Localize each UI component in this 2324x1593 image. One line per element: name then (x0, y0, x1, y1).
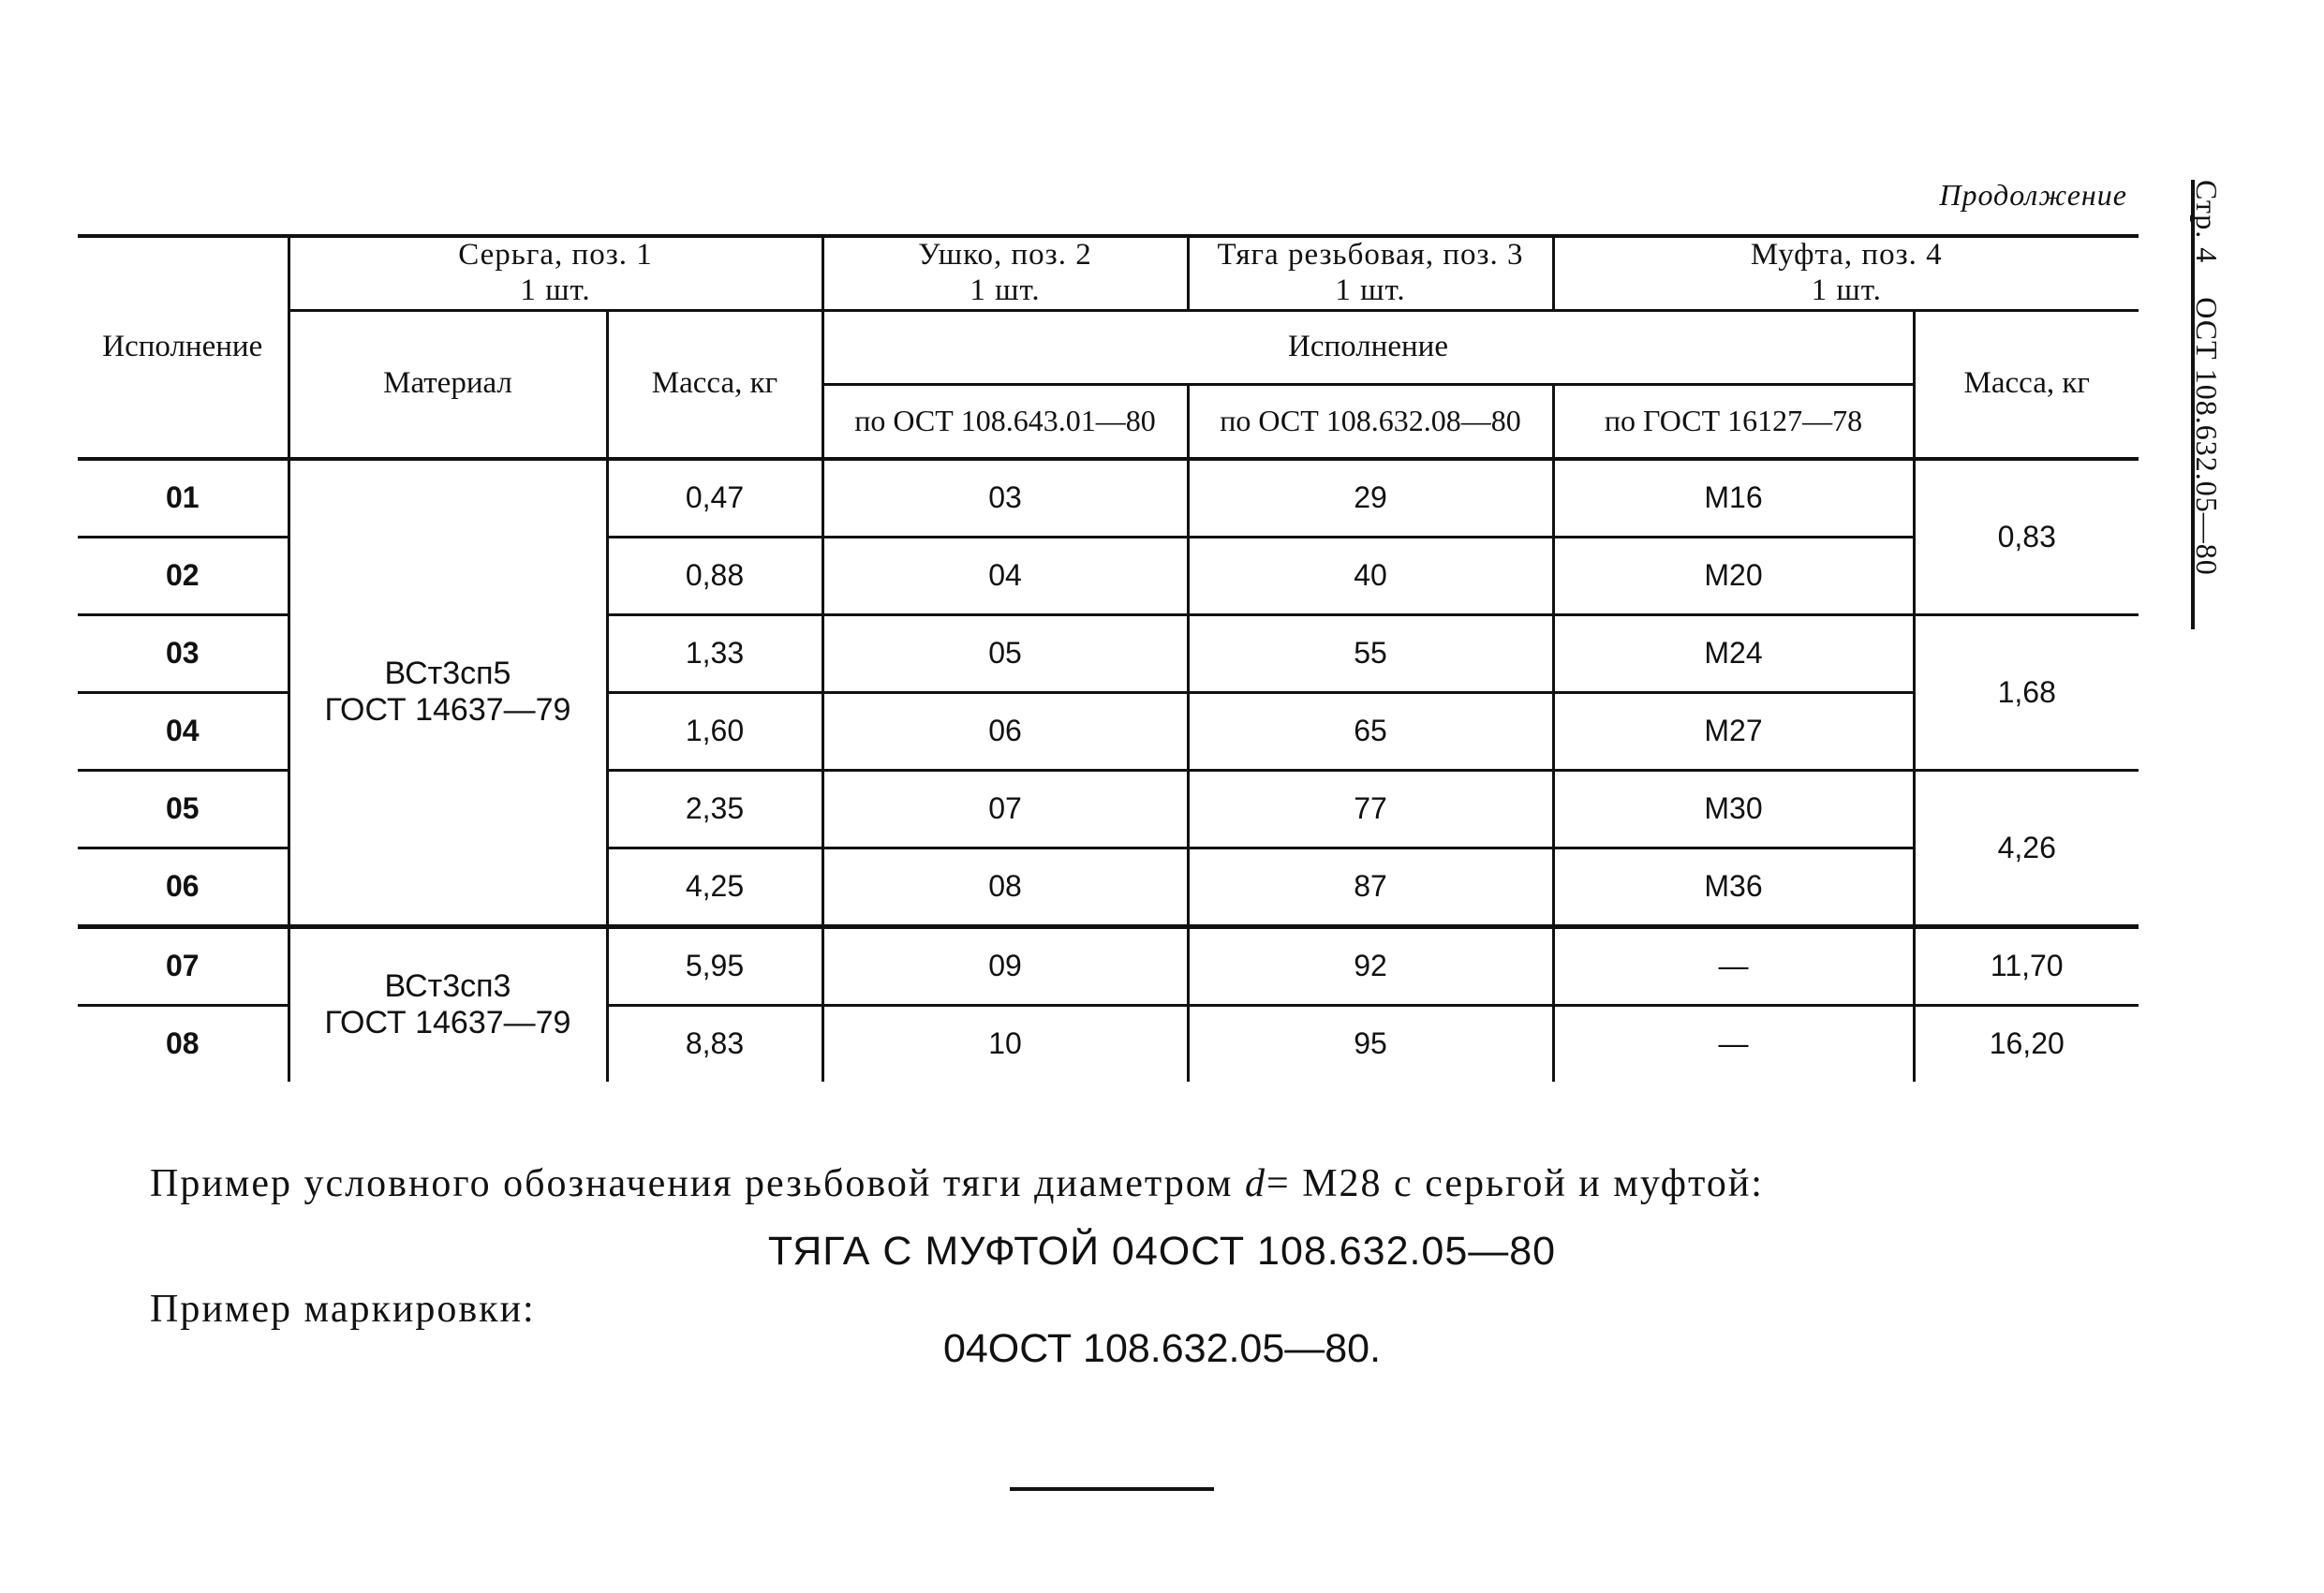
eye-variant: 03 (822, 459, 1188, 538)
earring-mass: 0,47 (607, 459, 822, 538)
example-paragraph: Пример условного обозначения резьбовой тяги диаметром d= М28 с серьгой и муфтой: (150, 1162, 1764, 1205)
earring-mass: 8,83 (607, 1005, 822, 1082)
header-std-rod: по ОСТ 108.632.08—80 (1188, 384, 1553, 459)
parts-table (78, 234, 2139, 1082)
earring-mass: 4,25 (607, 848, 822, 926)
side-page-number: Стр. 4 (2190, 180, 2224, 264)
coupling-variant: М16 (1553, 459, 1914, 538)
example-designation: ТЯГА С МУФТОЙ 04ОСТ 108.632.05—80 (767, 1229, 1557, 1274)
coupling-mass: 0,83 (1914, 459, 2139, 615)
variant-id: 04 (78, 692, 289, 770)
variant-id: 05 (78, 770, 289, 848)
rod-variant: 55 (1188, 614, 1553, 692)
variant-id: 07 (78, 926, 289, 1005)
marking-value: 04ОСТ 108.632.05—80. (942, 1326, 1382, 1371)
coupling-variant: М24 (1553, 614, 1914, 692)
variant-id: 01 (165, 480, 200, 515)
earring-mass: 5,95 (607, 926, 822, 1005)
rod-variant: 87 (1188, 848, 1553, 926)
header-earring-mass: Масса, кг (607, 310, 822, 459)
earring-mass: 0,88 (607, 537, 822, 614)
header-rod: Тяга резьбовая, поз. 3 1 шт. (1188, 236, 1553, 310)
material-a: ВСт3сп5 ГОСТ 14637—79 (289, 459, 607, 927)
variant-id: 06 (78, 848, 289, 926)
eye-variant: 05 (822, 614, 1188, 692)
header-earring: Серьга, поз. 1 1 шт. (289, 236, 822, 310)
coupling-variant: М20 (1553, 537, 1914, 614)
coupling-variant: М36 (1553, 848, 1914, 926)
coupling-mass: 11,70 (1914, 926, 2139, 1005)
end-rule (1010, 1487, 1214, 1491)
eye-variant: 06 (822, 692, 1188, 770)
header-variant: Исполнение (78, 236, 289, 459)
header-coupling-mass: Масса, кг (1914, 310, 2139, 459)
table-row (78, 926, 2139, 1005)
eye-variant: 10 (822, 1005, 1188, 1082)
coupling-mass: 1,68 (1914, 614, 2139, 770)
coupling-variant: — (1553, 1005, 1914, 1082)
rod-variant: 77 (1188, 770, 1553, 848)
side-header (2183, 180, 2231, 639)
header-std-eye: по ОСТ 108.643.01—80 (822, 384, 1188, 459)
side-standard-number: ОСТ 108.632.05—80 (2190, 297, 2224, 576)
rod-variant: 29 (1188, 459, 1553, 538)
coupling-variant: М30 (1553, 770, 1914, 848)
eye-variant: 04 (822, 537, 1188, 614)
coupling-variant: — (1553, 926, 1914, 1005)
material-b: ВСт3сп3 ГОСТ 14637—79 (289, 926, 607, 1082)
rod-variant: 92 (1188, 926, 1553, 1005)
earring-mass: 1,33 (607, 614, 822, 692)
earring-mass: 1,60 (607, 692, 822, 770)
coupling-mass: 16,20 (1914, 1005, 2139, 1082)
variant-id: 03 (78, 614, 289, 692)
header-std-coupling: по ГОСТ 16127—78 (1553, 384, 1914, 459)
header-coupling: Муфта, поз. 4 1 шт. (1553, 236, 2139, 310)
earring-mass: 2,35 (607, 770, 822, 848)
marking-label: Пример маркировки: (150, 1288, 536, 1331)
variant-id: 08 (78, 1005, 289, 1082)
eye-variant: 07 (822, 770, 1188, 848)
rod-variant: 95 (1188, 1005, 1553, 1082)
table-row (78, 459, 2139, 538)
header-material: Материал (289, 310, 607, 459)
rod-variant: 40 (1188, 537, 1553, 614)
header-eye: Ушко, поз. 2 1 шт. (822, 236, 1188, 310)
variant-id: 02 (78, 537, 289, 614)
eye-variant: 08 (822, 848, 1188, 926)
rod-variant: 65 (1188, 692, 1553, 770)
eye-variant: 09 (822, 926, 1188, 1005)
coupling-mass: 4,26 (1914, 770, 2139, 926)
diameter-variable: d (1245, 1162, 1267, 1205)
continuation-label: Продолжение (1939, 178, 2127, 212)
coupling-variant: М27 (1553, 692, 1914, 770)
header-variant-group: Исполнение (822, 310, 1914, 384)
